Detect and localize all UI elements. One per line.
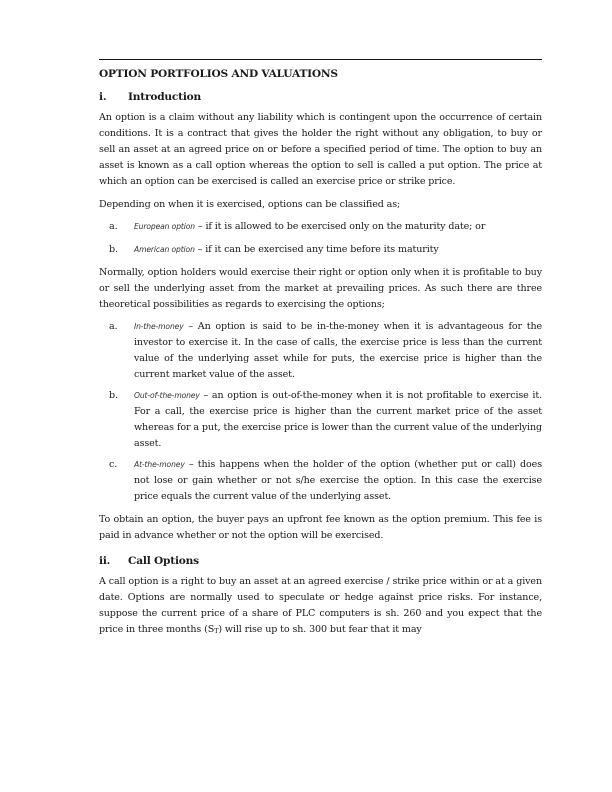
- list-item-european: [99, 219, 542, 235]
- list-item-text: – An option is said to be in-the-money when it is advantageous for the investor to exercise it. In the case of calls, the exercise price is less than the current value of the underlying asset while for puts, the exercise price is higher than the current market value of the asset.: [134, 321, 542, 380]
- list-item-body: [134, 242, 542, 258]
- intro-paragraph: An option is a claim without any liability which is contingent upon the occurrence of certain conditions. It is a contract that gives the holder the right without any obligation, to buy or sell an asset at an agreed price on or before a specified period of time. The option to buy an asset is known as a call option whereas the option to sell is called a put option. The price at which an option can be exercised is called an exercise price or strike price.: [99, 112, 542, 187]
- list-item-at-the-money: [99, 457, 542, 505]
- option-premium-paragraph: To obtain an option, the buyer pays an upfront fee known as the option premium. This fee is paid in advance whether or not the option will be exercised.: [99, 514, 542, 541]
- section-number: i.: [99, 91, 107, 103]
- list-item-text: – an option is out-of-the-money when it is not profitable to exercise it. For a call, the exercise price is higher than the current market price of the asset whereas for a put, the exercise price is lower than the current value of the underlying asset.: [134, 390, 542, 449]
- list-marker: b.: [109, 390, 118, 401]
- list-marker: a.: [109, 321, 118, 332]
- section-number: ii.: [99, 555, 111, 567]
- list-item-out-of-the-money: [99, 388, 542, 452]
- term-at-the-money: At-the-money: [134, 460, 185, 469]
- moneyness-list: [99, 319, 542, 505]
- list-marker: c.: [109, 459, 118, 470]
- list-marker: b.: [109, 244, 118, 255]
- list-item-text: – this happens when the holder of the option (whether put or call) does not lose or gain whether or not s/he exercise the option. In this case the exercise price equals the current value of the underlying asset.: [134, 459, 542, 502]
- list-item-text: – if it can be exercised any time before its maturity: [194, 244, 439, 255]
- list-item-text: – if it is allowed to be exercised only on the maturity date; or: [194, 221, 486, 232]
- term-european-option: European option: [134, 222, 195, 231]
- term-out-of-the-money: Out-of-the-money: [134, 391, 200, 400]
- list-item-american: [99, 242, 542, 258]
- header-rule: [99, 59, 542, 60]
- classification-lead: Depending on when it is exercised, options can be classified as;: [99, 199, 401, 210]
- list-item-body: [134, 319, 542, 383]
- call-options-paragraph: [99, 574, 542, 639]
- subscript-t: T: [214, 627, 219, 635]
- list-item-in-the-money: [99, 319, 542, 383]
- exercise-possibilities-paragraph: Normally, option holders would exercise their right or option only when it is profitable to buy or sell the underlying asset from the market at prevailing prices. As such there are three theoretical possibilities as regards to exercising the options;: [99, 267, 542, 310]
- term-american-option: American option: [134, 245, 195, 254]
- classification-list: [99, 219, 542, 258]
- document-title: OPTION PORTFOLIOS AND VALUATIONS: [99, 68, 338, 80]
- list-item-body: [134, 457, 542, 505]
- section-title: Call Options: [128, 555, 199, 567]
- section-heading-introduction: [99, 91, 542, 103]
- call-options-text-end: ) will rise up to sh. 300 but fear that it may: [218, 624, 422, 635]
- list-item-body: [134, 219, 542, 235]
- section-title: Introduction: [128, 91, 202, 103]
- section-heading-call-options: [99, 555, 542, 567]
- list-item-body: [134, 388, 542, 452]
- call-options-text-start: A call option is a right to buy an asset at an agreed exercise / strike price within or at a given date. Options are normally used to speculate or hedge against price risks. For instance, suppose the current price of a share of PLC computers is sh. 260 and you expect that the price in three months (S: [99, 576, 542, 635]
- document-body: [99, 68, 542, 639]
- term-in-the-money: In-the-money: [134, 322, 184, 331]
- list-marker: a.: [109, 221, 118, 232]
